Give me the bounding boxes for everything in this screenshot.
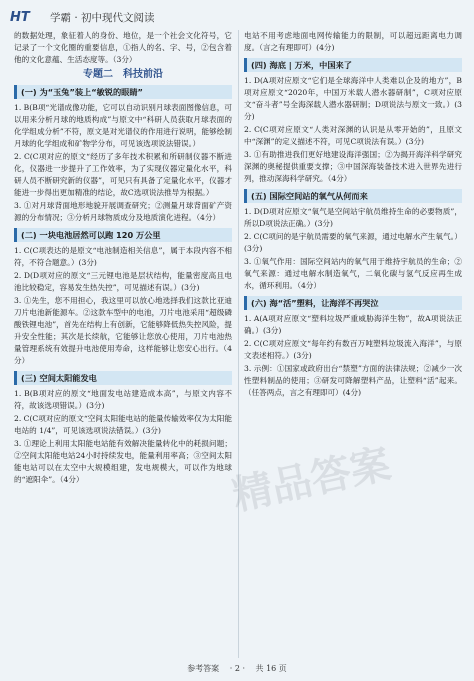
footer-label: 参考答案 — [187, 664, 220, 673]
answer-paragraph: 3. ①理论上利用太阳能电站能有效解决能量转化中的耗损问题；②空间太阳能电站24小时持续发电，能量利用率高；③空间太阳能电站可以在太空中大规模组建，发电规模大，可以作为地球的“遮阳伞”。（4分） — [14, 439, 232, 484]
page-footer — [0, 663, 474, 674]
answer-paragraph: 1. B(B项对应的原文“地面发电站建造成本高”，与原文内容不符，故该选项错误。）(3分) — [14, 389, 232, 410]
answer-paragraph: 1. D(A项对应原文“它们是全球海洋中人类难以企及的地方”，B项对应原文“2020年，中国万米载人潜水器研制”，C项对应原文“奋斗者”号全海深载人潜水器研制；D项说法与原文一致。）(3分) — [244, 76, 462, 121]
brand-logo: HT — [10, 10, 30, 25]
answer-paragraph: 3. ①对月球背面地形地貌开展调查研究；②测量月球背面矿产资源的分布情况；③分析月球物质成分及地质演化进程。（4分） — [14, 201, 232, 222]
left-column — [14, 30, 232, 658]
total-pages: 共 16 页 — [255, 664, 287, 673]
subsection-heading: (二) 一块电池居然可以跑 120 万公里 — [14, 228, 232, 242]
subsection-heading: (三) 空间太阳能发电 — [14, 371, 232, 385]
page-number: · 2 · — [229, 664, 245, 673]
answer-paragraph: 3. ①氧气作用：国际空间站内的氧气用于维持宇航员的生命；②氧气来源：通过电解水制造氧气，二氧化碳与氢气反应再生成水，循环利用。（4分） — [244, 257, 462, 290]
answer-paragraph: 2. D(D项对应的原文“三元锂电池是层状结构，能量密度高且电池比较稳定，容易发生热失控”，可见描述有误。）(3分) — [14, 271, 232, 292]
right-column — [244, 30, 462, 658]
watermark: 精品答案 — [228, 441, 395, 520]
answer-paragraph: 3. ①先生，您不用担心，我这里可以放心地选择我们这款比亚迪刀片电池新能源车。②这款车型中的电池，刀片电池采用“超级磷酸铁锂电池”，首先在结构上有创新，它能够降低热失控风险，提升安全性能；其次是长续航，它能够让您放心使用，刀片电池热量管理系统有效提升电池使用寿命，这样能够让您安心出行。（4分） — [14, 296, 232, 365]
answer-paragraph: 2. C(C项对应原文“人类对深渊的认识是从零开始的”，且原文中“深渊”的定义描述不符，可见C项说法有误。）(3分) — [244, 125, 462, 146]
answer-paragraph: 1. D(D项对应原文“氧气是空间站宇航员维持生命的必要物质”，所以D项说法正确。）(3分) — [244, 207, 462, 228]
answer-paragraph: 2. C(C项对应原文“每年约有数百万吨塑料垃圾流入海洋”，与原文表述相符。）(3分) — [244, 339, 462, 360]
answer-paragraph: 1. C(C项表达的是原文“电池制造相关信息”，属于本段内容不相符，不符合题意。）(3分) — [14, 246, 232, 267]
answer-paragraph: 的数据处理，象征着人的身份、地位，是一个社会文化符号，它记录了一个文化圈的重要信息，①指人的名、字、号，②包含着他的文化意蕴、生活态度等。（3分） — [14, 31, 232, 64]
answer-paragraph: 2. C(C项问的是宇航员需要的氧气来源，通过电解水产生氧气。）(3分) — [244, 232, 462, 253]
subsection-heading: (五) 国际空间站的氧气从何而来 — [244, 189, 462, 203]
answer-paragraph: 2. C(C项对应的原文“经历了多年技术积累和所研制仪器不断进化，仪器进一步提升了工作效率，为了实现仪器定量化水平，科研人员不断研究新的仪器”，可见只有具备了定量化水平，仪器才能进一步得出更加精准的结论，故C选项说法推导为根据。） — [14, 152, 232, 197]
subsection-heading: (一) 为“玉兔”装上“敏锐的眼睛” — [14, 85, 232, 99]
answer-paragraph: 3. ①有助推进我们更好地建设海洋强国；②为揭开海洋科学研究深渊的奥秘提供重要支撑；③中国深海装备技术进入世界先进行列，推动深海科学研究。（4分） — [244, 150, 462, 183]
answer-paragraph: 3. 示例：①国家或政府出台“禁塑”方面的法律法规；②减少一次性塑料制品的使用；③研发可降解塑料产品，让塑料“活”起来。（任答两点，言之有理即可）(4分) — [244, 364, 462, 397]
answer-paragraph: 2. C(C项对应的原文“空间太阳能电站的能量传输效率仅为太阳能电站的 1/4”，可见该选项说法错误。）(3分) — [14, 414, 232, 435]
subsection-heading: (四) 海底 | 万米，中国来了 — [244, 58, 462, 72]
subsection-heading: (六) 海“活”塑料，让海洋不再哭泣 — [244, 296, 462, 310]
column-divider — [238, 30, 239, 658]
answer-paragraph: 1. B(B项“光谱成像功能，它可以自动识别月球表面图像信息，可以用来分析月球的地质构成”与原文中“科研人员获取月球表面的化学组成分析”不符，原文是对光谱仪的作用进行说明，能够绘制月球的化学组成和矿物学分布，可见该选项说法错误。） — [14, 103, 232, 148]
answer-paragraph: 电站不用考虑地面电网传输能力的限制，可以超远距离电力调度。（言之有理即可）(4分) — [244, 31, 462, 52]
brand-title: 学霸 · 初中现代文阅读 — [50, 12, 155, 24]
answer-paragraph: 1. A(A项对应原文“塑料垃圾严重威胁海洋生物”，故A项说法正确。）(3分) — [244, 314, 462, 335]
page-header — [0, 0, 474, 32]
section-title: 专题二 科技前沿 — [83, 69, 163, 80]
